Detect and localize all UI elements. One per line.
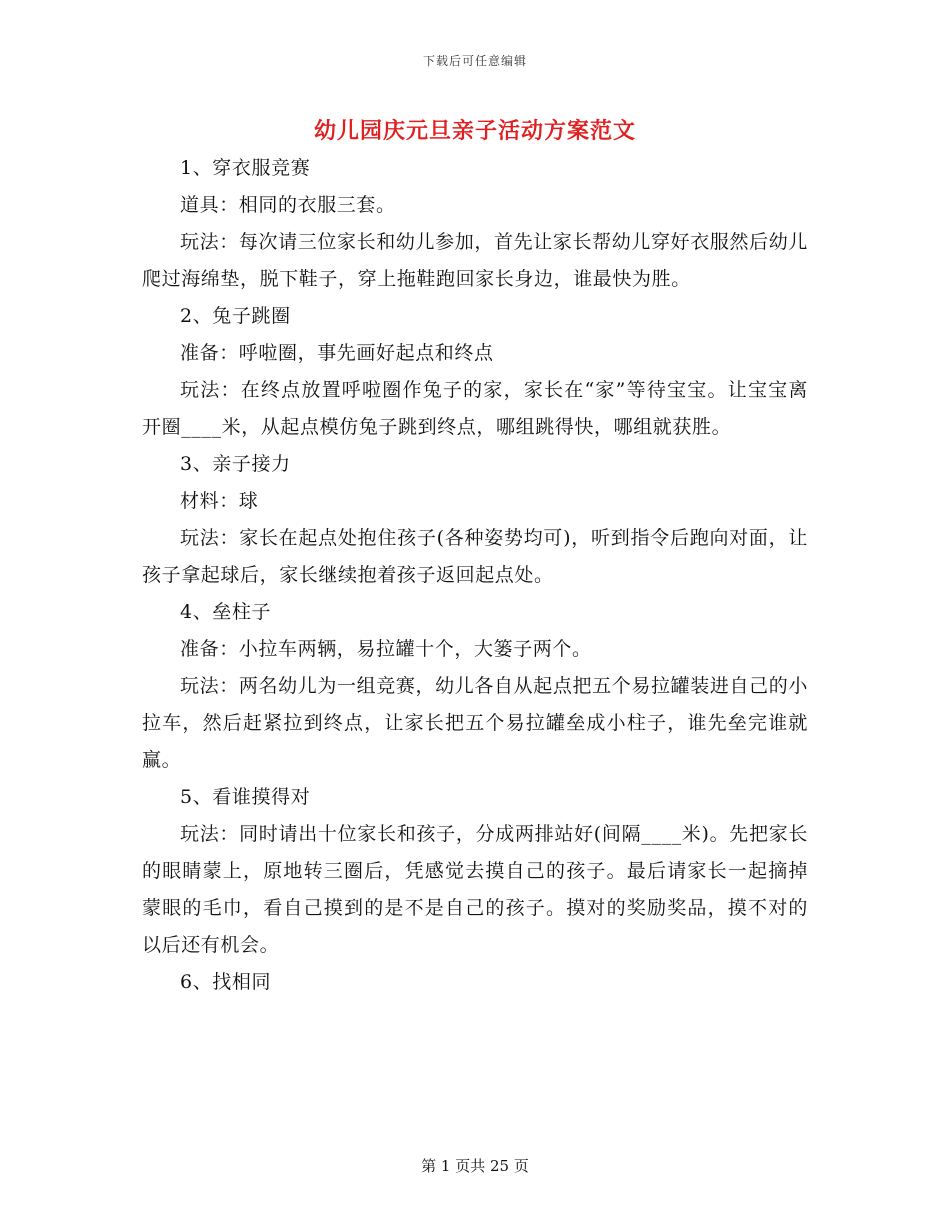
paragraph: 玩法：每次请三位家长和幼儿参加，首先让家长帮幼儿穿好衣服然后幼儿爬过海绵垫，脱下鞋子，穿上拖鞋跑回家长身边，谁最快为胜。 <box>142 231 808 290</box>
section-heading-6: 6、找相同 <box>180 971 272 993</box>
document-title: 幼儿园庆元旦亲子活动方案范文 <box>313 118 636 144</box>
paragraph: 玩法：在终点放置呼啦圈作兔子的家，家长在“家”等待宝宝。让宝宝离开圈____米，从起点模仿兔子跳到终点，哪组跳得快，哪组就获胜。 <box>142 379 808 438</box>
paragraph: 道具：相同的衣服三套。 <box>180 194 396 216</box>
paragraph: 玩法：同时请出十位家长和孩子，分成两排站好(间隔____米)。先把家长的眼睛蒙上，原地转三圈后，凭感觉去摸自己的孩子。最后请家长一起摘掉蒙眼的毛巾，看自己摸到的是不是自己的孩子。摸对的奖励奖品，摸不对的以后还有机会。 <box>142 823 808 956</box>
paragraph: 玩法：家长在起点处抱住孩子(各种姿势均可)，听到指令后跑向对面，让孩子拿起球后，家长继续抱着孩子返回起点处。 <box>142 527 808 586</box>
section-heading-3: 3、亲子接力 <box>180 453 291 475</box>
section-heading-4: 4、垒柱子 <box>180 601 272 623</box>
header-note: 下载后可任意编辑 <box>422 54 527 68</box>
paragraph: 准备：小拉车两辆，易拉罐十个，大篓子两个。 <box>180 638 592 660</box>
document-body <box>142 150 808 1001</box>
section-heading-2: 2、兔子跳圈 <box>180 305 291 327</box>
page-footer: 第 1 页共 25 页 <box>421 1157 529 1175</box>
paragraph: 准备：呼啦圈，事先画好起点和终点 <box>180 342 494 364</box>
paragraph: 玩法：两名幼儿为一组竞赛，幼儿各自从起点把五个易拉罐装进自己的小拉车，然后赶紧拉到终点，让家长把五个易拉罐垒成小柱子，谁先垒完谁就赢。 <box>142 675 808 771</box>
section-heading-5: 5、看谁摸得对 <box>180 786 311 808</box>
section-heading-1: 1、穿衣服竞赛 <box>180 157 311 179</box>
paragraph: 材料：球 <box>180 490 259 512</box>
